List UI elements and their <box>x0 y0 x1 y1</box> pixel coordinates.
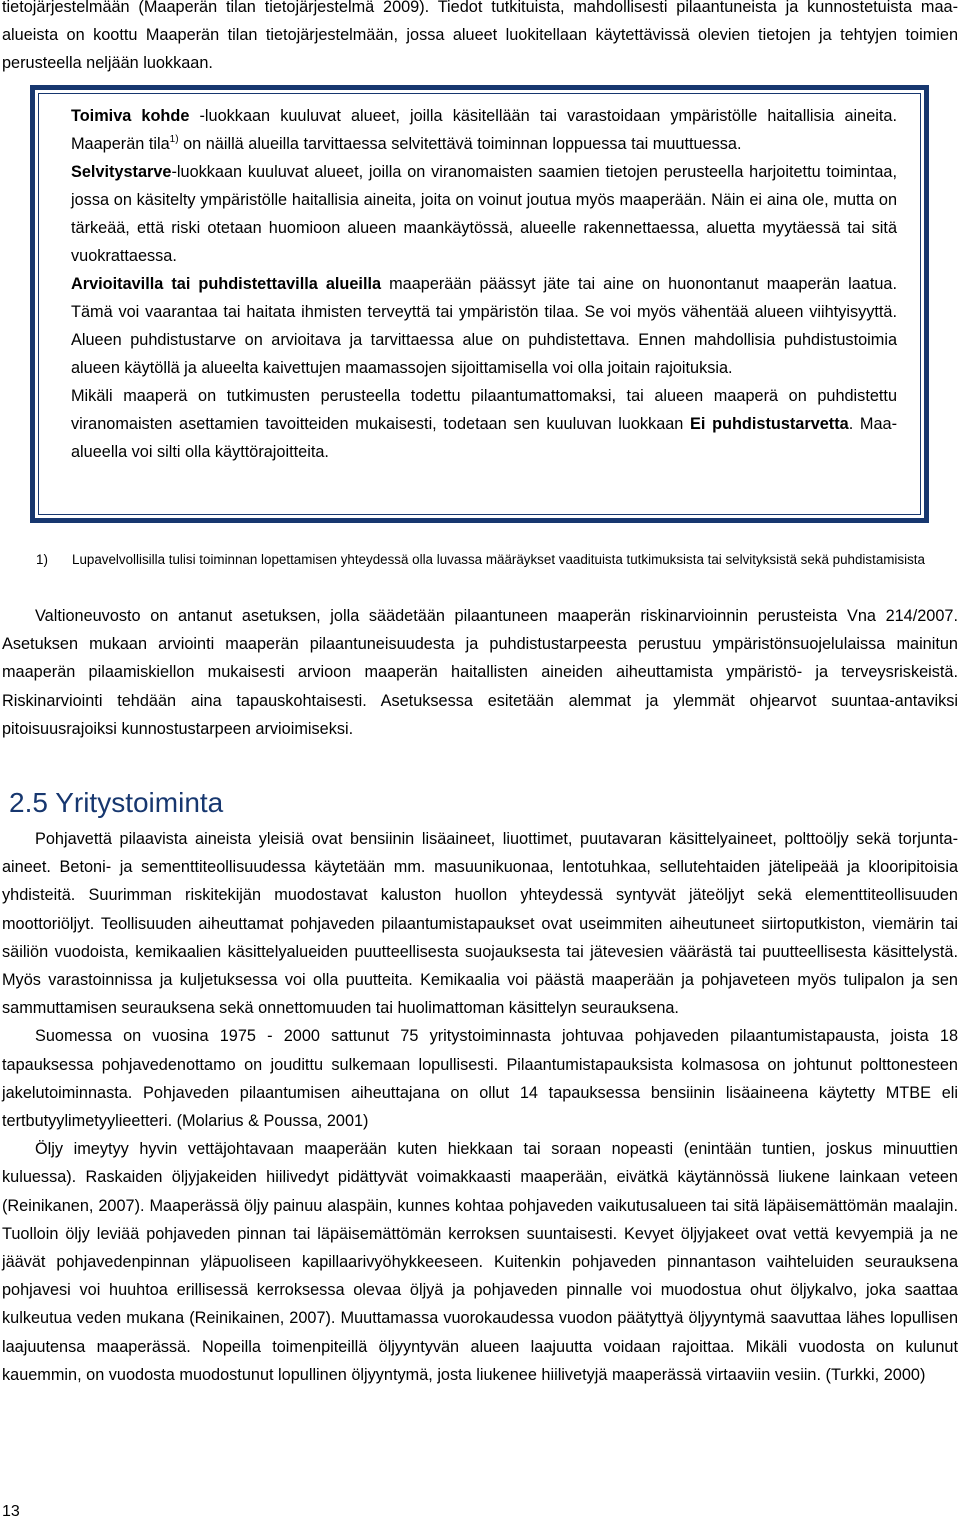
footnote <box>36 546 950 574</box>
term-assess-clean: Arvioitavilla tai puhdistettavilla alueilla <box>71 275 382 293</box>
box-p2-text: -luokkaan kuuluvat alueet, joilla on viranomaisten saamien tietojen perusteella harjoitettu toimintaa, jossa on käsitelty ympäristölle haitallisia aineita, joita on voinut joutua myös maaperään. Näin ei aina ole, mutta on tärkeää, että riski otetaan huomioon alueen maankäytössä, alueelle rakennettaessa, aluetta myytäessä tai sitä vuokrattaessa. <box>71 163 897 265</box>
classification-box <box>30 85 929 523</box>
section-heading: 2.5 Yritystoiminta <box>9 787 224 818</box>
classification-box-content <box>71 102 897 466</box>
section-paragraph-3: Öljy imeytyy hyvin vettäjohtavaan maaperään kuten hiekkaan tai soraan nopeasti (enintään tuntien, joskus minuuttien kuluessa). Raskaiden öljyjakeiden hiilivedyt pidättyvät voimakkaasti maaperään, eivätkä käytännössä liukene lainkaan veteen (Reinikanen, 2007). Maaperässä öljy painuu alaspäin, kunnes kohtaa pohjaveden vaikutusalueen tai sitä läpäisemättömän maalajin. Tuolloin öljy leviää pohjaveden pinnan tai läpäisemättömän kerroksen suuntaisesti. Kevyet öljyjakeet ovat vettä kevyempiä ja ne jäävät pohjavedenpinnan yläpuoliseen kapillaarivyöhykkeeseen. Kuitenkin pohjaveden pinnantason vaihteluiden seurauksena pohjavesi voi huuhtoa erillisessä kerroksessa olevaa öljyä ja pohjaveden pinnalle voi muodostua ohut öljykalvo, joka saattaa kulkeutua veden mukana (Reinikainen, 2007). Muuttamassa vuorokaudessa vuodon päätyttyä öljyyntymä saavuttaa lähes lopullisen laajuutensa maaperässä. Nopeilla toimenpiteillä öljyyntyvän alueen laajuutta voidaan rajoittaa. Mikäli vuodosta on kulunut kauemmin, on vuodosta muodostunut lopullinen öljyyntymä, josta liukenee hiilivetyjä maaperässä virtaaviin vesiin. (Turkki, 2000) <box>2 1140 958 1384</box>
intro-paragraph: tietojärjestelmään (Maaperän tilan tietojärjestelmä 2009). Tiedot tutkituista, mahdollisesti pilaantuneista ja kunnostetuista maa-alueista on koottu Maaperän tilan tietojärjestelmään, jossa alueet luokitellaan käytettävissä olevien tietojen ja tehtyjen toimien perusteella neljään luokkaan. <box>2 0 958 73</box>
box-p4-text: Mikäli maaperä on tutkimusten perusteella todettu pilaantumattomaksi, tai alueen maaperä on puhdistettu viranomaisten asettamien tavoitteiden mukaisesti, todetaan sen kuuluvan luokkaan <box>71 387 897 433</box>
box-p1-text: -luokkaan kuuluvat alueet, joilla käsitellään tai varastoidaan ympäristölle haitallisia aineita. Maaperän tila <box>71 107 897 153</box>
section-body <box>2 825 958 1389</box>
term-no-cleaning: Ei puhdistustarvetta <box>690 415 849 433</box>
box-paragraph-survey-need <box>71 158 897 270</box>
regulation-paragraph: Valtioneuvosto on antanut asetuksen, jolla säädetään pilaantuneen maaperän riskinarvioinnin perusteista Vna 214/2007. Asetuksen mukaan arviointi maaperän pilaantuneisuudesta ja puhdistustarpeesta perustuu ympäristönsuojelulaissa mainitun maaperän pilaamiskiellon mukaisesti arvioon maaperän haitallisten aineiden aiheuttamista ympäristö- ja terveysriskeistä. Riskinarviointi tehdään aina tapauskohtaisesti. Asetuksessa esitetään alemmat ja ylemmät ohjearvot suuntaa-antaviksi pitoisuusrajoiksi kunnostustarpeen arvioimiseksi. <box>2 607 958 738</box>
footnote-number: 1) <box>36 552 48 567</box>
footnote-ref: 1) <box>169 134 179 145</box>
page-number: 13 <box>2 1503 20 1520</box>
section-paragraph-1: Pohjavettä pilaavista aineista yleisiä ovat bensiinin lisäaineet, liuottimet, puutavaran käsittelyaineet, polttoöljy sekä torjunta-aineet. Betoni- ja sementtiteollisuudessa käytetään mm. masuunikuonaa, lentotuhkaa, sellutehtaiden jätelipeää ja klooripitoisia yhdisteitä. Suurimman riskitekijän muodostavat kaluston huollon yhteydessä syntyvät jäteöljyt sekä elementtiteollisuuden moottoriöljyt. Teollisuuden aiheuttamat pohjaveden pilaantumistapaukset ovat useimmiten aiheutuneet siirtoputkiston, viemärin tai säiliön vuodoista, kemikaalien käsittelyalueiden puutteellisesta suojauksesta tai jätevesien väärästä tai puutteellisesta käsittelystä. Myös varastoinnissa ja kuljetuksessa voi olla puutteita. Kemikaalia voi päästä maaperään ja pohjaveteen myös tulipalon ja sen sammuttamisen seurauksena sekä onnettomuuden tai huolimattoman käsittelyn seurauksena. <box>2 830 958 1018</box>
footnote-text: Lupavelvollisilla tulisi toiminnan lopettamisen yhteydessä olla luvassa määräykset vaadituista tutkimuksista tai selvityksistä sekä puhdistamisista <box>72 552 925 567</box>
term-active-site: Toimiva kohde <box>71 107 190 125</box>
box-p1-text-2: on näillä alueilla tarvittaessa selvitettävä toiminnan loppuessa tai muuttuessa. <box>178 135 742 153</box>
section-paragraph-2: Suomessa on vuosina 1975 - 2000 sattunut 75 yritystoiminnasta johtuvaa pohjaveden pilaantumistapausta, joista 18 tapauksessa pohjavedenottamo on joudittu sulkemaan lopullisesti. Pilaantumistapauksista kolmasosa on johtunut polttonesteen jakelutoiminnasta. Pohjaveden pilaantumisen aiheuttajana on ollut 14 tapauksessa bensiinin lisäaineena käytetty MTBE eli tertbutyylimetyylieetteri. (Molarius & Poussa, 2001) <box>2 1027 958 1131</box>
box-paragraph-no-cleaning <box>71 382 897 466</box>
box-paragraph-assess-clean <box>71 270 897 382</box>
box-p4-text-2: . Maa-alueella voi silti olla käyttörajoitteita. <box>71 415 897 461</box>
box-p3-text: maaperään päässyt jäte tai aine on huonontanut maaperän laatua. Tämä voi vaarantaa tai haitata ihmisten terveyttä tai ympäristön tilaa. Se voi myös vähentää alueen viihtyisyyttä. Alueen puhdistustarve on arvioitava ja tarvittaessa alue on puhdistettava. Ennen mahdollisia puhdistustoimia alueen käytöllä ja alueelta kaivettujen maamassojen sijoittamisella voi olla joitain rajoituksia. <box>71 275 897 377</box>
term-survey-need: Selvitystarve <box>71 163 172 181</box>
box-paragraph-active-site <box>71 102 897 158</box>
